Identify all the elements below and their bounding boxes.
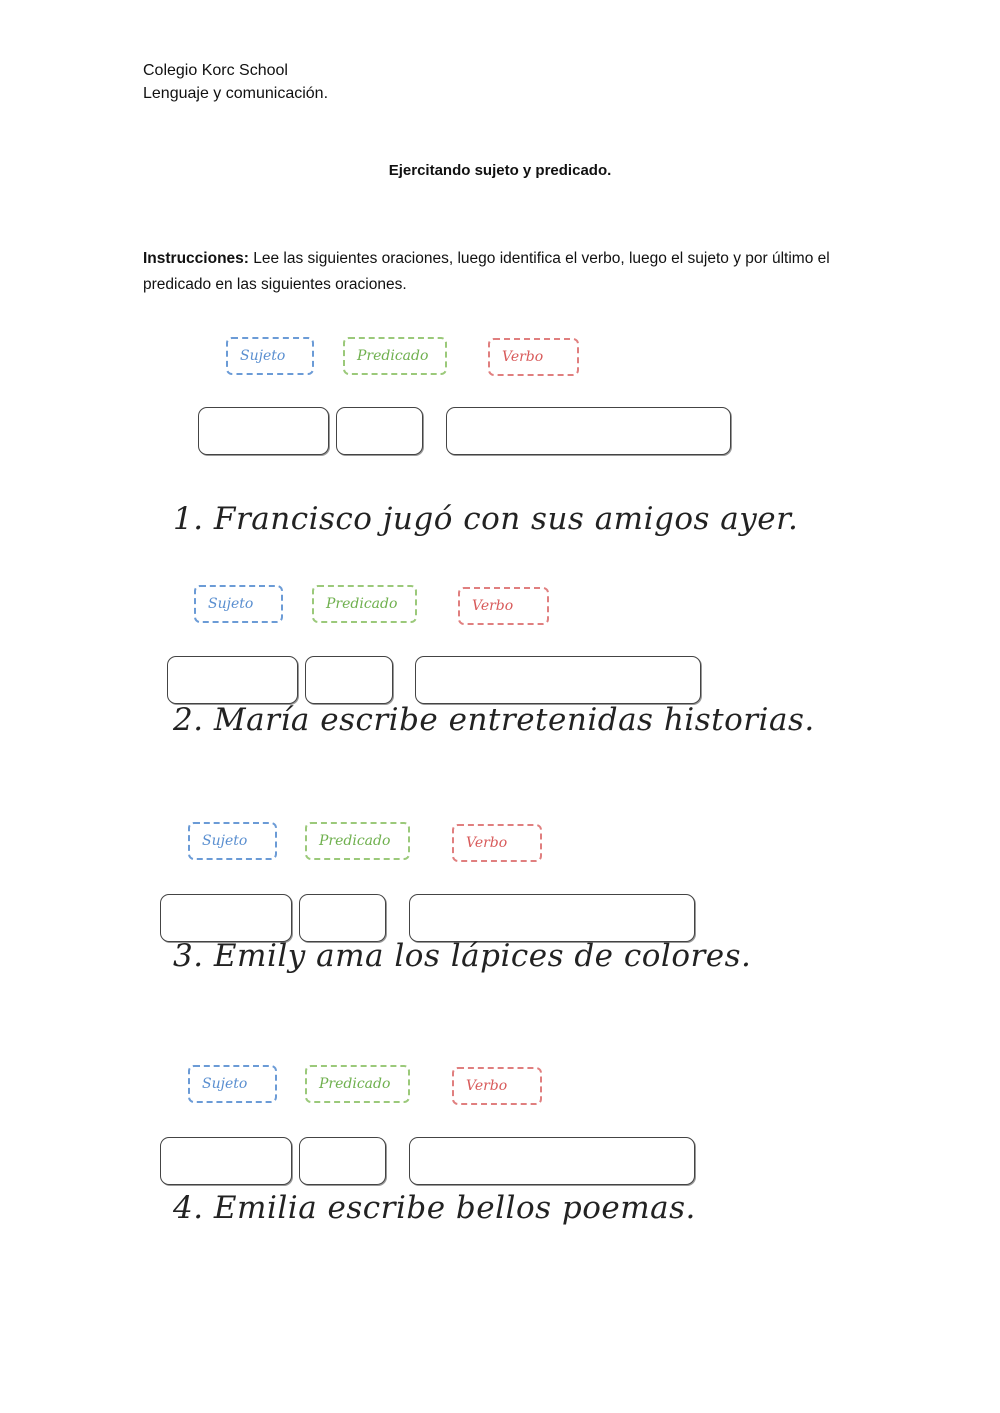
exercise-sentence-3: 3. Emily ama los lápices de colores. <box>173 938 752 974</box>
worksheet-title: Ejercitando sujeto y predicado. <box>388 162 612 179</box>
tag-verbo[interactable]: Verbo <box>452 1067 542 1105</box>
answer-box-1[interactable] <box>160 894 292 942</box>
instructions <box>143 246 843 298</box>
exercise-sentence-4: 4. Emilia escribe bellos poemas. <box>173 1190 696 1226</box>
answer-box-2[interactable] <box>299 1137 386 1185</box>
answer-box-3[interactable] <box>409 894 695 942</box>
tag-sujeto[interactable]: Sujeto <box>226 337 314 375</box>
tag-sujeto[interactable]: Sujeto <box>188 1065 277 1103</box>
answer-box-1[interactable] <box>167 656 298 704</box>
instructions-text: Lee las siguientes oraciones, luego identifica el verbo, luego el sujeto y por último el predicado en las siguientes oraciones. <box>143 250 830 293</box>
tag-verbo[interactable]: Verbo <box>488 338 579 376</box>
exercise-sentence-2: 2. María escribe entretenidas historias. <box>173 702 815 738</box>
answer-box-3[interactable] <box>415 656 701 704</box>
answer-box-1[interactable] <box>160 1137 292 1185</box>
answer-box-2[interactable] <box>305 656 393 704</box>
answer-box-3[interactable] <box>446 407 731 455</box>
school-name: Colegio Korc School <box>143 62 288 79</box>
tag-predicado[interactable]: Predicado <box>312 585 417 623</box>
exercise-sentence-1: 1. Francisco jugó con sus amigos ayer. <box>173 501 799 537</box>
tag-predicado[interactable]: Predicado <box>343 337 447 375</box>
instructions-label: Instrucciones: <box>143 250 249 267</box>
answer-box-1[interactable] <box>198 407 329 455</box>
answer-box-2[interactable] <box>299 894 386 942</box>
answer-box-2[interactable] <box>336 407 423 455</box>
tag-verbo[interactable]: Verbo <box>458 587 549 625</box>
tag-sujeto[interactable]: Sujeto <box>188 822 277 860</box>
tag-predicado[interactable]: Predicado <box>305 1065 410 1103</box>
answer-box-3[interactable] <box>409 1137 695 1185</box>
subject-name: Lenguaje y comunicación. <box>143 85 329 102</box>
tag-verbo[interactable]: Verbo <box>452 824 542 862</box>
tag-predicado[interactable]: Predicado <box>305 822 410 860</box>
tag-sujeto[interactable]: Sujeto <box>194 585 283 623</box>
